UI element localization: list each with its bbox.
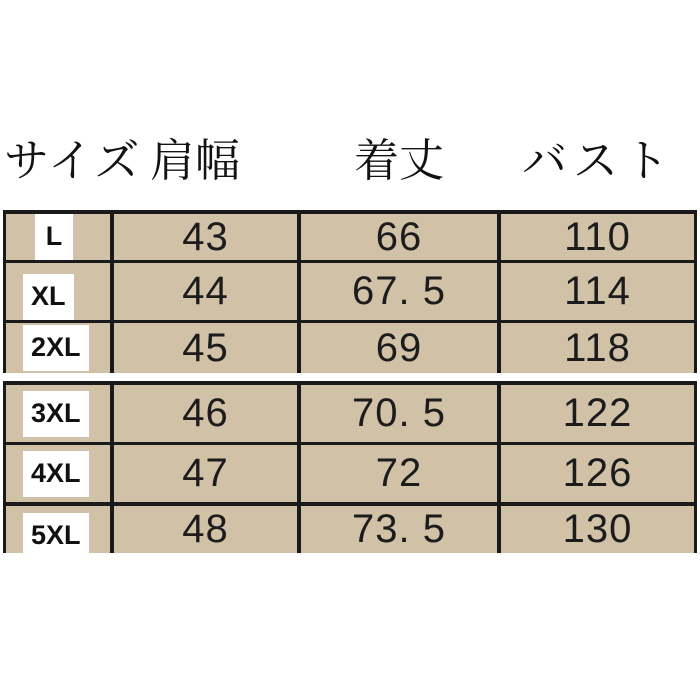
shoulder-value: 45	[182, 325, 229, 370]
size-cell	[6, 263, 114, 320]
bust-value: 110	[564, 214, 631, 259]
shoulder-cell	[114, 445, 301, 502]
shoulder-value: 44	[182, 269, 229, 313]
size-cell	[6, 445, 114, 502]
shoulder-value: 47	[182, 451, 229, 495]
header-bust-label: バスト	[522, 136, 676, 186]
length-value: 69	[375, 325, 423, 370]
table-row	[3, 502, 697, 553]
bust-cell	[501, 263, 694, 320]
bust-value: 114	[564, 269, 631, 313]
length-value: 72	[375, 451, 423, 495]
shoulder-cell	[114, 214, 301, 260]
header-length-label: 着丈	[354, 136, 445, 186]
size-table	[3, 210, 697, 553]
size-cell	[6, 506, 114, 553]
size-badge: 3XL	[23, 391, 89, 437]
bust-cell	[501, 506, 694, 553]
bust-value: 130	[562, 507, 633, 551]
table-row	[3, 320, 697, 373]
length-cell	[301, 214, 501, 260]
bust-value: 122	[562, 391, 633, 435]
size-badge: 5XL	[23, 513, 89, 559]
shoulder-cell	[114, 506, 301, 553]
size-cell	[6, 214, 114, 260]
table-row	[3, 381, 697, 442]
bust-cell	[501, 214, 694, 260]
length-cell	[301, 385, 501, 442]
shoulder-value: 46	[182, 391, 229, 435]
size-badge: 4XL	[23, 451, 89, 497]
size-cell	[6, 323, 114, 373]
shoulder-value: 48	[182, 507, 229, 551]
table-row	[3, 210, 697, 260]
header-size-label: サイズ	[4, 136, 142, 186]
bust-value: 118	[564, 325, 631, 370]
shoulder-value: 43	[182, 214, 229, 259]
size-badge: 2XL	[23, 325, 89, 371]
shoulder-cell	[114, 263, 301, 320]
length-value: 70. 5	[352, 391, 446, 435]
bust-value: 126	[562, 451, 633, 495]
size-cell	[6, 385, 114, 442]
bust-cell	[501, 323, 694, 373]
shoulder-cell	[114, 385, 301, 442]
length-value: 73. 5	[352, 507, 446, 551]
shoulder-cell	[114, 323, 301, 373]
header-shoulder-label: 肩幅	[150, 136, 241, 186]
size-badge: XL	[23, 274, 74, 320]
length-value: 66	[375, 214, 423, 259]
length-cell	[301, 445, 501, 502]
bust-cell	[501, 445, 694, 502]
length-value: 67. 5	[352, 269, 446, 313]
length-cell	[301, 323, 501, 373]
table-row	[3, 442, 697, 502]
size-badge: L	[35, 214, 73, 260]
length-cell	[301, 506, 501, 553]
bust-cell	[501, 385, 694, 442]
table-row	[3, 260, 697, 320]
length-cell	[301, 263, 501, 320]
